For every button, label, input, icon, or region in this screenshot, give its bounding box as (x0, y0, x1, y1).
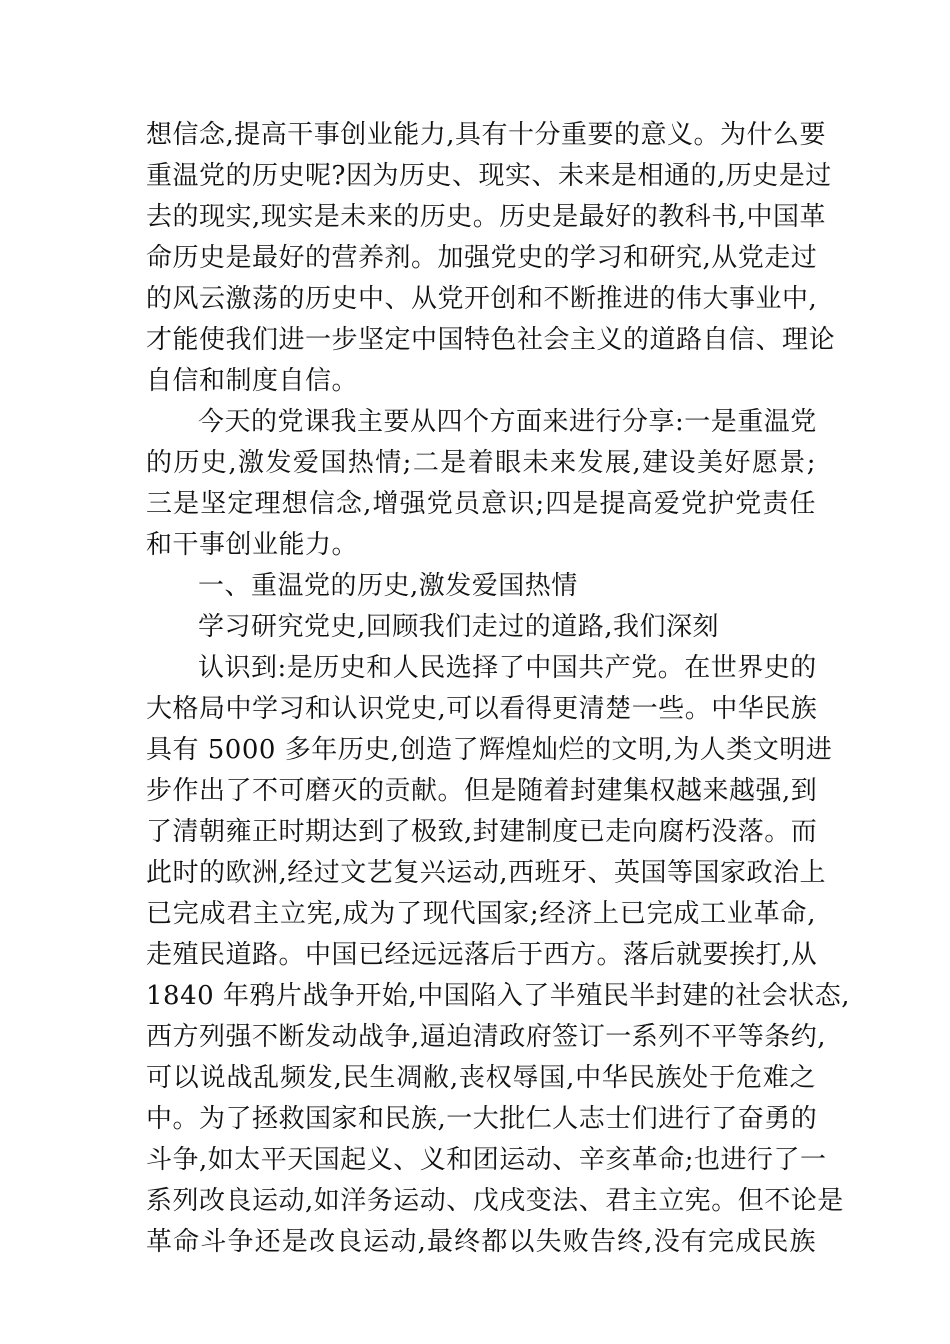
text-line: 大格局中学习和认识党史,可以看得更清楚一些。中华民族 (146, 694, 818, 724)
text-line: 的历史,激发爱国热情;二是着眼未来发展,建设美好愿景; (146, 448, 816, 478)
body-text (146, 115, 850, 1263)
text-line: 学习研究党史,回顾我们走过的道路,我们深刻 (198, 612, 720, 642)
text-line: 三是坚定理想信念,增强党员意识;四是提高爱党护党责任 (146, 489, 816, 519)
text-line: 想信念,提高干事创业能力,具有十分重要的意义。为什么要 (146, 120, 827, 150)
text-line: 可以说战乱频发,民生凋敝,丧权辱国,中华民族处于危难之 (146, 1063, 816, 1093)
text-line: 此时的欧洲,经过文艺复兴运动,西班牙、英国等国家政治上 (146, 858, 827, 888)
text-line: 认识到:是历史和人民选择了中国共产党。在世界史的 (198, 653, 817, 683)
text-line: 1840 年鸦片战争开始,中国陷入了半殖民半封建的社会状态, (146, 981, 850, 1011)
text-line: 系列改良运动,如洋务运动、戊戌变法、君主立宪。但不论是 (146, 1186, 844, 1216)
text-line: 命历史是最好的营养剂。加强党史的学习和研究,从党走过 (146, 243, 818, 273)
section-heading: 一、重温党的历史,激发爱国热情 (198, 571, 578, 601)
text-line: 才能使我们进一步坚定中国特色社会主义的道路自信、理论 (146, 325, 836, 355)
text-line: 步作出了不可磨灭的贡献。但是随着封建集权越来越强,到 (146, 776, 818, 806)
text-line: 革命斗争还是改良运动,最终都以失败告终,没有完成民族 (146, 1227, 816, 1257)
text-line: 了清朝雍正时期达到了极致,封建制度已走向腐朽没落。而 (146, 817, 818, 847)
text-line: 今天的党课我主要从四个方面来进行分享:一是重温党 (198, 407, 817, 437)
text-line: 西方列强不断发动战争,逼迫清政府签订一系列不平等条约, (146, 1022, 827, 1052)
text-line: 重温党的历史呢?因为历史、现实、未来是相通的,历史是过 (146, 161, 832, 191)
text-line: 和干事创业能力。 (146, 530, 359, 560)
text-line: 走殖民道路。中国已经远远落后于西方。落后就要挨打,从 (146, 940, 818, 970)
text-line: 的风云激荡的历史中、从党开创和不断推进的伟大事业中, (146, 284, 818, 314)
text-line: 自信和制度自信。 (146, 366, 359, 396)
text-line: 中。为了拯救国家和民族,一大批仁人志士们进行了奋勇的 (146, 1104, 818, 1134)
text-line: 具有 5000 多年历史,创造了辉煌灿烂的文明,为人类文明进 (146, 735, 833, 765)
text-line: 去的现实,现实是未来的历史。历史是最好的教科书,中国革 (146, 202, 827, 232)
text-line: 已完成君主立宪,成为了现代国家;经济上已完成工业革命, (146, 899, 816, 929)
text-line: 斗争,如太平天国起义、义和团运动、辛亥革命;也进行了一 (146, 1145, 827, 1175)
